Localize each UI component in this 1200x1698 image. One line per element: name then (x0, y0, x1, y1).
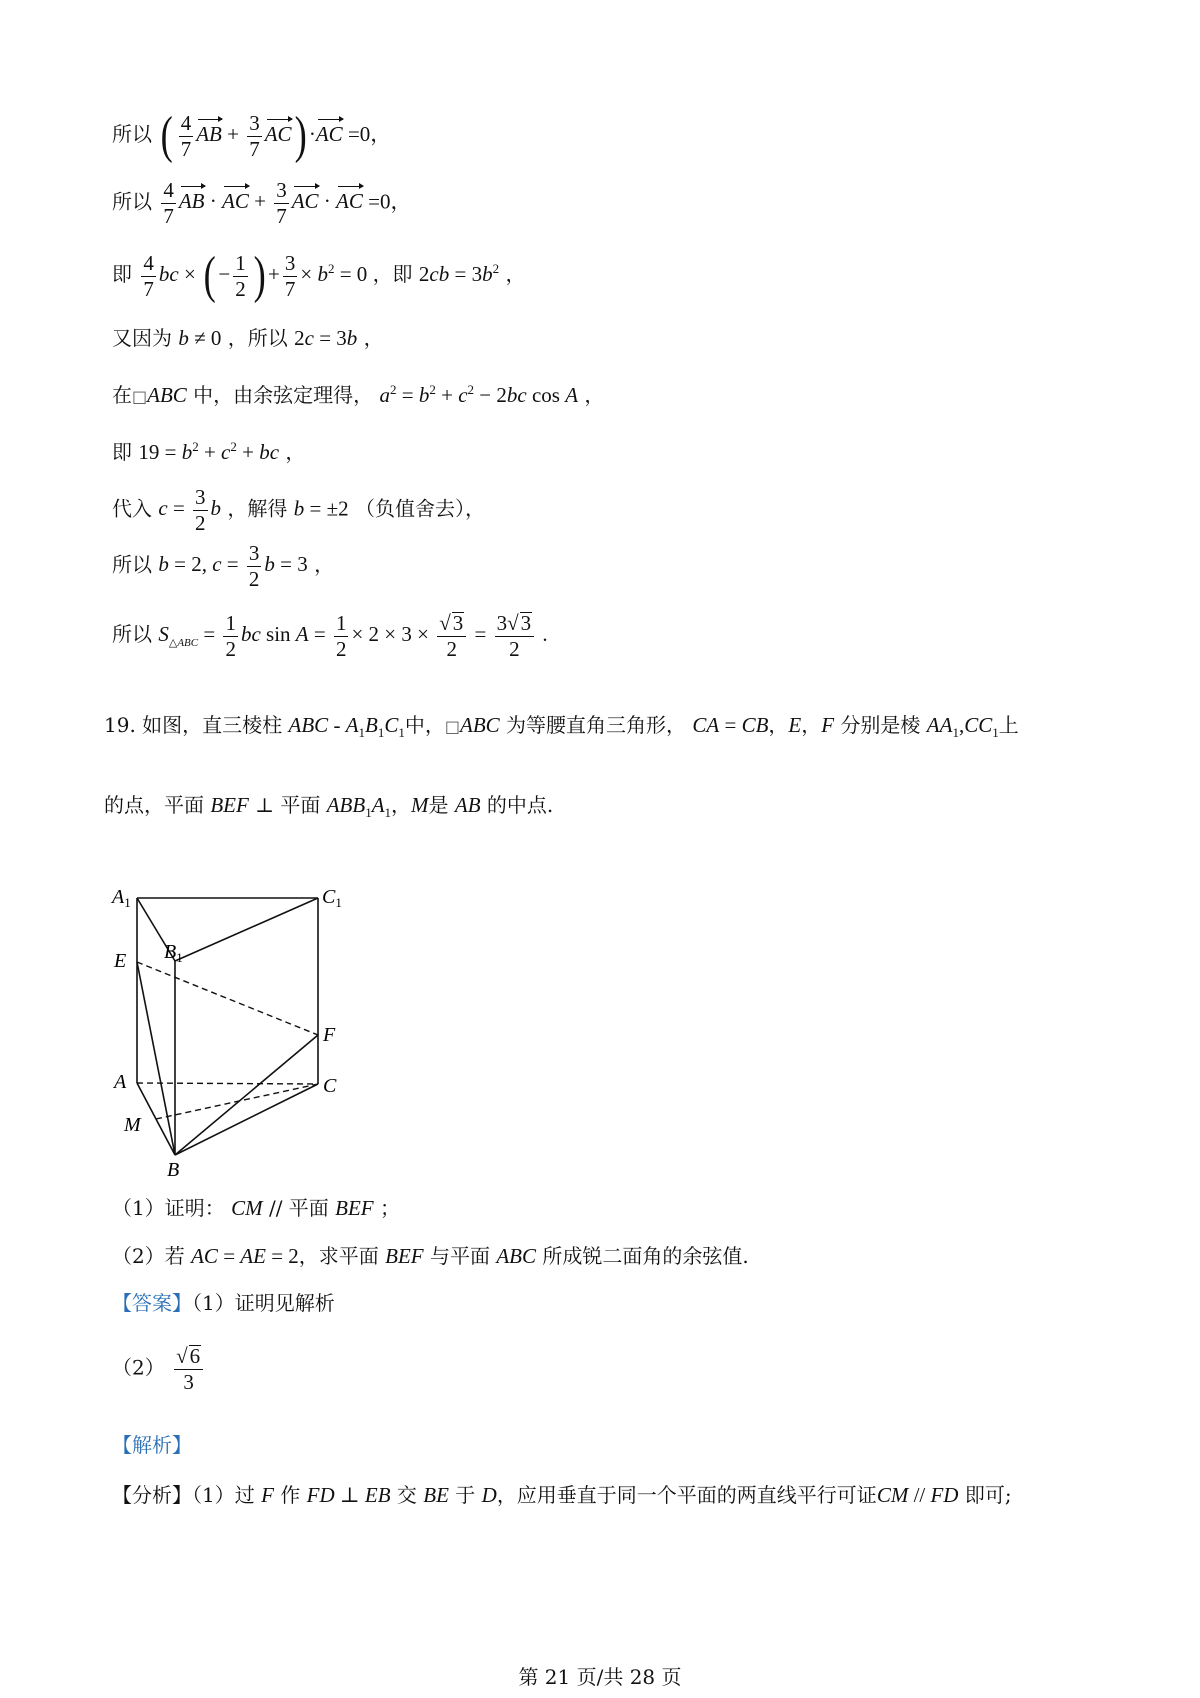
text: 即可; (964, 1483, 1012, 1507)
text: 是 (428, 793, 449, 817)
text: 的中点. (486, 793, 554, 817)
text: 中， (404, 713, 445, 737)
text: 在 (112, 383, 132, 407)
label-B: B (167, 1159, 180, 1180)
line-8: 所以 b = 2, c = $\frac{3}{2}$ b = 3 ， (112, 541, 335, 591)
text: ， (801, 713, 822, 737)
label-A1: $A_1$ (112, 886, 131, 910)
text: 所以 (112, 121, 152, 146)
prism-figure (100, 870, 360, 1180)
analysis-tag-line (112, 1435, 192, 1455)
text: ，应用垂直于同一个平面的两直线平行可证 (496, 1483, 877, 1507)
text: ， (391, 793, 412, 817)
label-A: A (114, 1071, 127, 1093)
text: （1）证明见解析 (192, 1291, 335, 1315)
text: 所以 (112, 189, 152, 214)
line-2: 所以 $\frac{4}{7}$ AB · AC + $\frac{3}{7}$ AC · AC =0， (112, 178, 412, 228)
question-2: （2）若 AC = AE = 2，求平面 BEF 与平面 ABC 所成锐二面角的余弦值. (112, 1244, 749, 1268)
answer-line-1 (112, 1293, 335, 1313)
label-B1: $B_1$ (164, 941, 183, 965)
text: 所成锐二面角的余弦值. (542, 1244, 749, 1268)
text: （2） (112, 1355, 165, 1380)
dashed-AC (137, 1083, 318, 1084)
analysis-tag: 【解析】 (112, 1433, 192, 1457)
fenxi-tag: 【分析】 (112, 1483, 192, 1507)
text: 的点，平面 (104, 793, 204, 817)
text: 与平面 (429, 1244, 490, 1268)
text: ，解得 (227, 496, 288, 521)
text: =0， (368, 189, 412, 214)
text: ，即 (372, 261, 413, 286)
answer-line-2 (112, 1345, 206, 1393)
text: ， (285, 440, 306, 464)
problem-number: 19. (104, 713, 136, 737)
text: 中，由余弦定理得， (193, 383, 374, 407)
dashed-EF (137, 962, 318, 1035)
line-3: 即 $\frac{4}{7}$ bc × ( − $\frac{1}{2}$ ) + $\frac{3}{7}$ × $b^2 = 0$ ，即 $2cb = 3b^2$ ， (112, 247, 526, 304)
text: ， (505, 261, 526, 286)
line-5: 在□ABC 中，由余弦定理得， $a^2 = b^2 + c^2 - 2bc$ cos A ， (112, 382, 605, 407)
text: ， (768, 713, 789, 737)
text: （2）若 (112, 1244, 185, 1268)
text: 为等腰直角三角形， (506, 713, 687, 737)
text: 所以 (112, 621, 152, 646)
text: 交 (396, 1483, 417, 1507)
text: ⊥ 平面 (255, 793, 321, 817)
text: ， (363, 326, 384, 350)
label-C1: $C_1$ (322, 886, 342, 910)
question-1: （1）证明： CM // 平面 BEF ； (112, 1196, 400, 1220)
triangle-box-glyph: □ (132, 387, 148, 406)
line-6: 即 $19 = b^2 + c^2$ + bc ， (112, 439, 306, 464)
text: 即 (112, 440, 132, 464)
text: 又因为 (112, 326, 172, 350)
text: （1）证明： (112, 1196, 225, 1220)
label-F: F (323, 1024, 336, 1046)
text: =0， (347, 121, 392, 146)
text: 即 (112, 261, 132, 286)
text: ； (380, 1196, 400, 1220)
text: 上 (998, 713, 1019, 737)
problem-19-line-1: 19. 如图，直三棱柱 ABC - $A_1B_1C_1$中，□ABC 为等腰直角三角形， CA = CB，E，F 分别是棱 $AA_1,CC_1$上 (104, 713, 1019, 741)
edge-EB (137, 962, 175, 1155)
text: 所以 (112, 552, 152, 577)
text: （负值舍去）， (354, 496, 485, 521)
text: 于 (455, 1483, 476, 1507)
line-4: 又因为 b ≠ 0 ，所以 2c = 3b ， (112, 326, 384, 350)
text: ， (314, 552, 335, 577)
label-M: M (124, 1114, 141, 1136)
line-7: 代入 c = $\frac{3}{2}$ b ，解得 b = ±2 （负值舍去）， (112, 485, 485, 535)
answer-fraction: $\frac{√6}{3}$ (174, 1345, 203, 1393)
label-E: E (114, 950, 127, 972)
text: 代入 (112, 496, 152, 521)
dashed-MC (156, 1084, 318, 1119)
edge-B1C1 (175, 898, 318, 961)
label-C: C (323, 1075, 337, 1097)
line-1: 所以 ( $\frac{4}{7}$ AB + $\frac{3}{7}$ AC) ·AC =0， (112, 107, 392, 164)
text: ，所以 (227, 326, 288, 350)
text: ，求平面 (298, 1244, 379, 1268)
page-number: 第 21 页/共 28 页 (518, 1665, 682, 1689)
triangle-box-glyph: □ (444, 717, 460, 736)
analysis-line: 【分析】（1）过 F 作 FD ⊥ EB 交 BE 于 D，应用垂直于同一个平面的两直线平行可证CM // FD 即可; (112, 1483, 1012, 1507)
text: 作 (280, 1483, 301, 1507)
text: ， (584, 383, 605, 407)
answer-tag: 【答案】 (112, 1291, 192, 1315)
problem-19-line-2: 的点，平面 BEF ⊥ 平面 $ABB_1A_1$，M是 AB 的中点. (104, 793, 554, 821)
text: 如图，直三棱柱 (142, 713, 283, 737)
text: // 平面 (268, 1196, 329, 1220)
line-9: 所以 $S_{\triangle ABC}$ = $\frac{1}{2}$ bc sin A = $\frac{1}{2}$ × 2 × 3 × $\frac{√3}{2}$ = $\frac{3√3}{2}$ . (112, 610, 548, 661)
text: 分别是棱 (840, 713, 921, 737)
text: （1）过 (192, 1483, 255, 1507)
